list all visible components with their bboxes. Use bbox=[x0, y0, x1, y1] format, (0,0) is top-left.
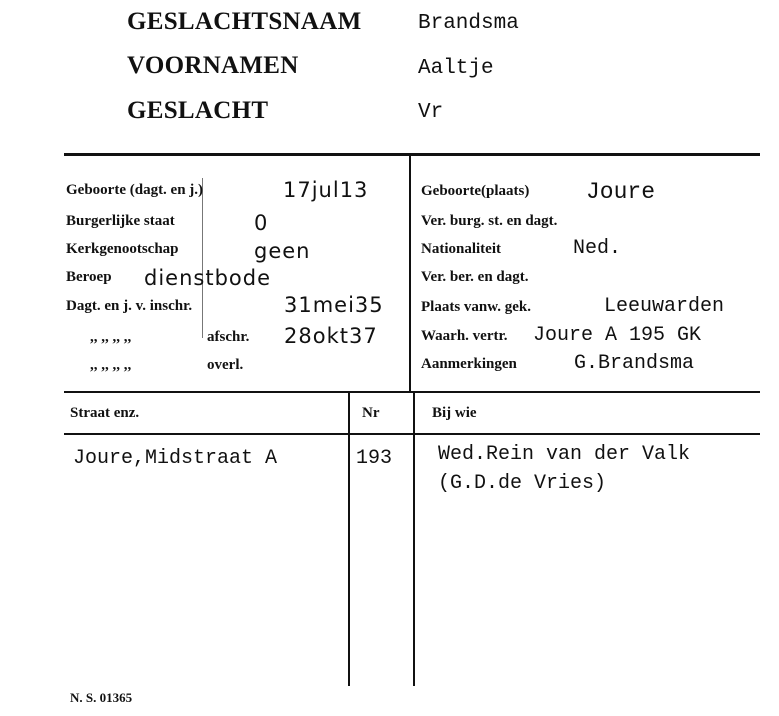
row-with-line1: Wed.Rein van der Valk bbox=[438, 443, 691, 466]
table-col-line-1 bbox=[348, 392, 350, 686]
deregistration-value: 28okt37 bbox=[284, 324, 378, 348]
top-divider-line bbox=[64, 153, 760, 156]
occupation-value: dienstbode bbox=[144, 266, 271, 290]
middle-vertical-line bbox=[409, 156, 411, 392]
col-header-with: Bij wie bbox=[432, 405, 477, 421]
birth-date-label: Geboorte (dagt. en j.) bbox=[66, 182, 204, 198]
card-fold-mark bbox=[202, 178, 203, 338]
row-nr: 193 bbox=[356, 447, 393, 470]
civil-status-value: 0 bbox=[254, 211, 269, 235]
remarks-label: Aanmerkingen bbox=[421, 356, 517, 372]
nationality-label: Nationaliteit bbox=[421, 241, 501, 257]
birthplace-value: Joure bbox=[586, 179, 656, 205]
church-value: geen bbox=[254, 239, 311, 263]
col-header-nr: Nr bbox=[362, 405, 380, 421]
row-street: Joure,Midstraat A bbox=[73, 447, 278, 470]
table-header-line bbox=[64, 433, 760, 435]
sex-value: Vr bbox=[418, 101, 444, 124]
death-label: overl. bbox=[207, 357, 244, 373]
civil-status-label: Burgerlijke staat bbox=[66, 213, 175, 229]
firstnames-value: Aaltje bbox=[418, 57, 494, 80]
birth-date-value: 17jul13 bbox=[283, 178, 369, 202]
moved-to-label: Waarh. vertr. bbox=[421, 328, 508, 344]
table-col-line-2 bbox=[413, 392, 415, 686]
surname-label: GESLACHTSNAAM bbox=[127, 8, 362, 35]
registration-label: Dagt. en j. v. inschr. bbox=[66, 298, 193, 314]
occupation-label: Beroep bbox=[66, 269, 112, 285]
occupation-change-label: Ver. ber. en dagt. bbox=[421, 269, 529, 285]
sex-label: GESLACHT bbox=[127, 97, 269, 124]
church-label: Kerkgenootschap bbox=[66, 241, 179, 257]
firstnames-label: VOORNAMEN bbox=[127, 52, 299, 79]
nationality-value: Ned. bbox=[573, 237, 622, 260]
came-from-label: Plaats vanw. gek. bbox=[421, 299, 532, 315]
deregistration-label: afschr. bbox=[207, 329, 250, 345]
table-top-line bbox=[64, 391, 760, 393]
remarks-value: G.Brandsma bbox=[574, 352, 695, 375]
deregistration-prefix: ,, ,, ,, ,, bbox=[90, 329, 132, 345]
came-from-value: Leeuwarden bbox=[604, 295, 725, 318]
death-prefix: ,, ,, ,, ,, bbox=[90, 357, 132, 373]
surname-value: Brandsma bbox=[418, 12, 519, 35]
row-with-line2: (G.D.de Vries) bbox=[438, 472, 607, 495]
registration-value: 31mei35 bbox=[284, 293, 384, 317]
birthplace-label: Geboorte(plaats) bbox=[421, 183, 530, 199]
moved-to-value: Joure A 195 GK bbox=[533, 324, 702, 347]
col-header-street: Straat enz. bbox=[70, 405, 140, 421]
civil-change-label: Ver. burg. st. en dagt. bbox=[421, 213, 558, 229]
form-code: N. S. 01365 bbox=[70, 690, 133, 705]
